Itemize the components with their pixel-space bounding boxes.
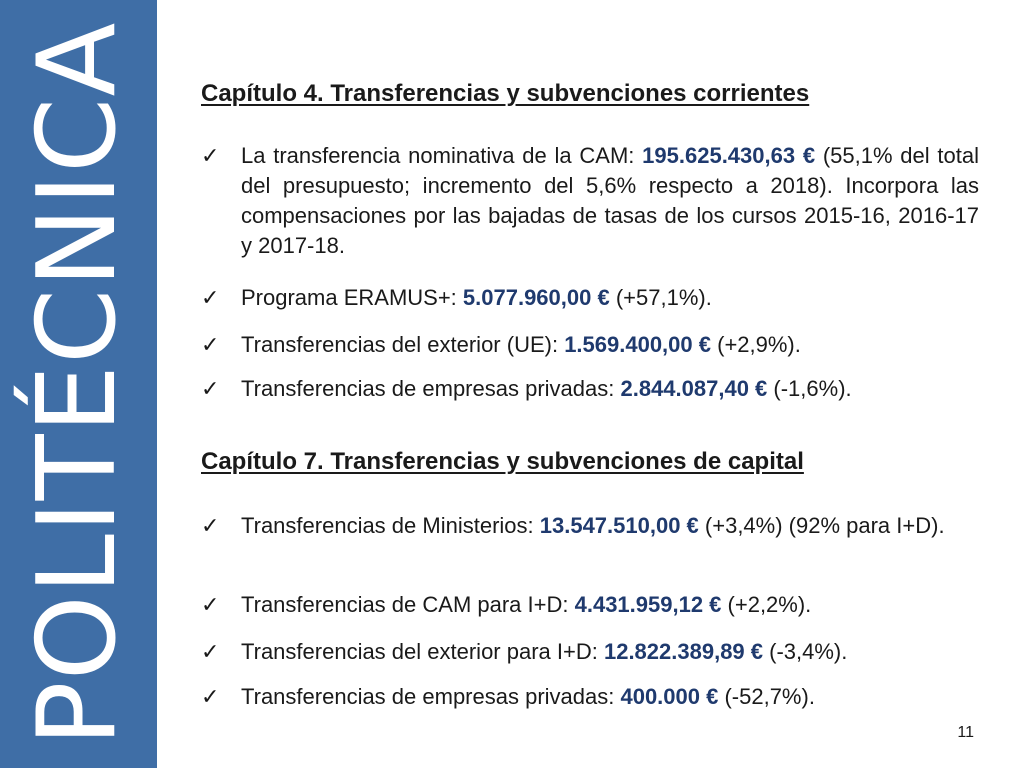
check-icon: ✓ [201, 285, 220, 310]
amount: 400.000 € [620, 684, 719, 709]
amount: 5.077.960,00 € [462, 285, 610, 310]
chapter4-item-2 [201, 283, 979, 313]
amount: 4.431.959,12 € [574, 592, 722, 617]
check-icon: ✓ [201, 639, 220, 664]
item-text: Transferencias del exterior (UE): 1.569.400,00 € (+2,9%). [241, 332, 801, 357]
amount: 12.822.389,89 € [603, 639, 764, 664]
amount: 13.547.510,00 € [539, 513, 699, 538]
item-text: Transferencias de empresas privadas: 400.000 € (-52,7%). [241, 684, 815, 709]
amount: 2.844.087,40 € [620, 376, 768, 401]
chapter4-item-1 [201, 141, 979, 261]
side-title: POLITÉCNICA [15, 21, 140, 747]
side-band [0, 0, 157, 768]
amount: 195.625.430,63 € [642, 143, 816, 168]
item-text: Transferencias de CAM para I+D: 4.431.959,12 € (+2,2%). [241, 592, 812, 617]
check-icon: ✓ [201, 332, 220, 357]
chapter4-item-4 [201, 374, 979, 404]
chapter7-item-1 [201, 511, 979, 541]
chapter7-item-4 [201, 682, 979, 712]
item-text: Programa ERAMUS+: 5.077.960,00 € (+57,1%). [241, 285, 712, 310]
chapter7-item-3 [201, 637, 979, 667]
page-number: 11 [957, 724, 974, 741]
check-icon: ✓ [201, 592, 220, 617]
item-text: Transferencias de empresas privadas: 2.844.087,40 € (-1,6%). [241, 376, 852, 401]
chapter4-heading: Capítulo 4. Transferencias y subvenciones corrientes [201, 80, 810, 107]
chapter7-item-2 [201, 590, 979, 620]
amount: 1.569.400,00 € [564, 332, 711, 357]
item-text: La transferencia nominativa de la CAM: 195.625.430,63 € (55,1% del total del presupuesto; incremento del 5,6% respecto a 2018). Incorpora las compensaciones por las bajadas de tasas de los cursos 2015-16, 2016-17 y 2017-18. [241, 143, 980, 258]
chapter4-item-3 [201, 330, 979, 360]
check-icon: ✓ [201, 143, 220, 168]
check-icon: ✓ [201, 376, 220, 401]
chapter7-heading: Capítulo 7. Transferencias y subvenciones de capital [201, 448, 804, 475]
item-text: Transferencias del exterior para I+D: 12.822.389,89 € (-3,4%). [241, 639, 848, 664]
item-text: Transferencias de Ministerios: 13.547.510,00 € (+3,4%) (92% para I+D). [241, 513, 945, 538]
check-icon: ✓ [201, 684, 220, 709]
check-icon: ✓ [201, 513, 220, 538]
